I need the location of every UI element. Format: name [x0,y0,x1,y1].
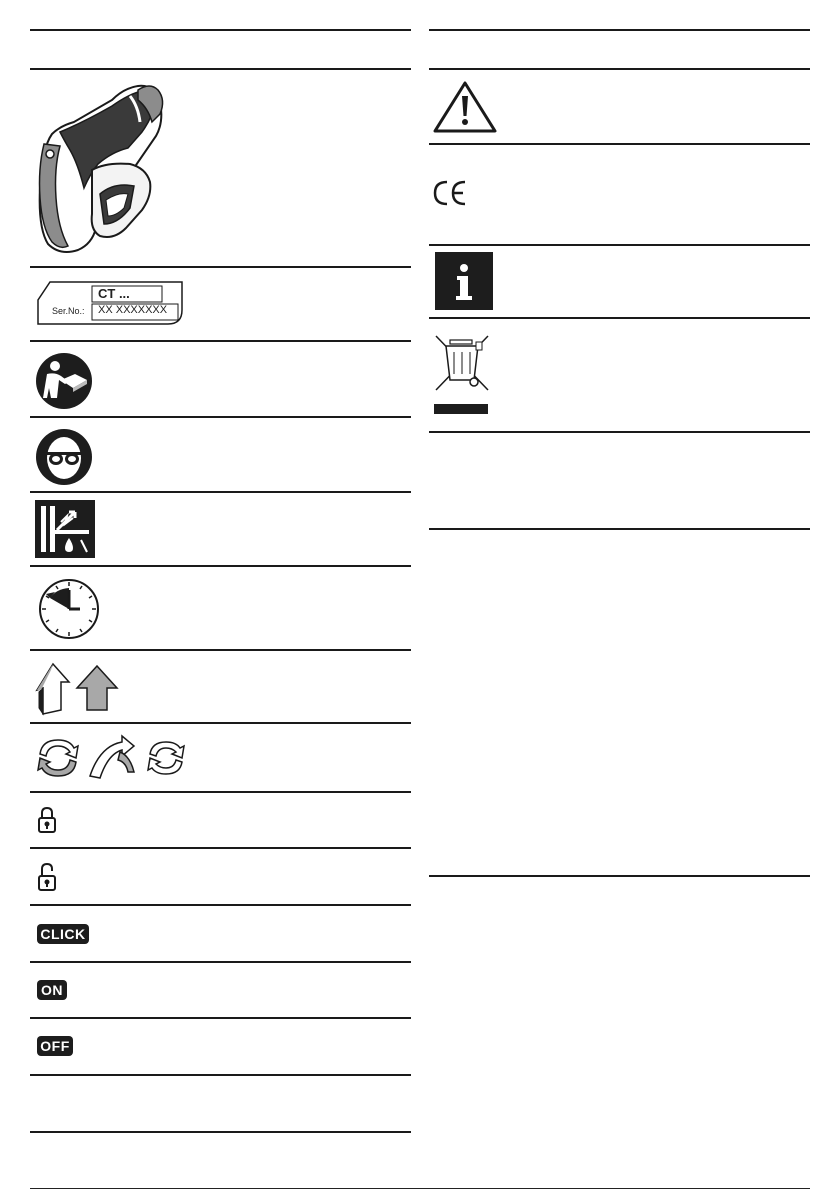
type-plate-serial-value: XX XXXXXXX [98,304,168,316]
right-rule-6 [429,875,810,877]
wear-eye-protection-icon [35,428,93,486]
left-rule-7 [30,722,411,724]
rotation-icon [34,734,190,782]
direction-arrows-icon [35,660,121,716]
left-rule-10 [30,904,411,906]
left-rule-top [30,29,411,31]
left-rule-4 [30,491,411,493]
type-plate-serial-label: Ser.No.: [52,306,85,316]
left-rule-header [30,68,411,70]
unlock-icon [38,862,58,892]
hidden-cables-pipes-warning-icon [35,500,95,558]
page-bottom-line [30,1188,810,1189]
read-manual-icon [35,352,93,410]
left-rule-9 [30,847,411,849]
left-rule-13 [30,1074,411,1076]
left-rule-6 [30,649,411,651]
right-rule-2 [429,244,810,246]
right-rule-1 [429,143,810,145]
left-rule-1 [30,266,411,268]
right-rule-5 [429,528,810,530]
warning-triangle-icon [432,80,498,134]
left-rule-3 [30,416,411,418]
left-rule-12 [30,1017,411,1019]
left-rule-2 [30,340,411,342]
right-rule-4 [429,431,810,433]
weee-crossed-bin-icon [432,330,492,418]
right-rule-3 [429,317,810,319]
lock-icon [38,806,56,834]
type-plate-model: CT ... [98,286,130,301]
on-icon: ON [37,980,67,1000]
left-rule-bottom [30,1131,411,1133]
right-rule-top [429,29,810,31]
tool-illustration [34,78,176,258]
right-rule-header [429,68,810,70]
left-rule-11 [30,961,411,963]
ce-mark-icon [433,180,469,206]
off-icon: OFF [37,1036,73,1056]
left-rule-5 [30,565,411,567]
left-rule-8 [30,791,411,793]
clock-icon [38,578,100,640]
info-icon [435,252,493,310]
click-icon: CLICK [37,924,89,944]
